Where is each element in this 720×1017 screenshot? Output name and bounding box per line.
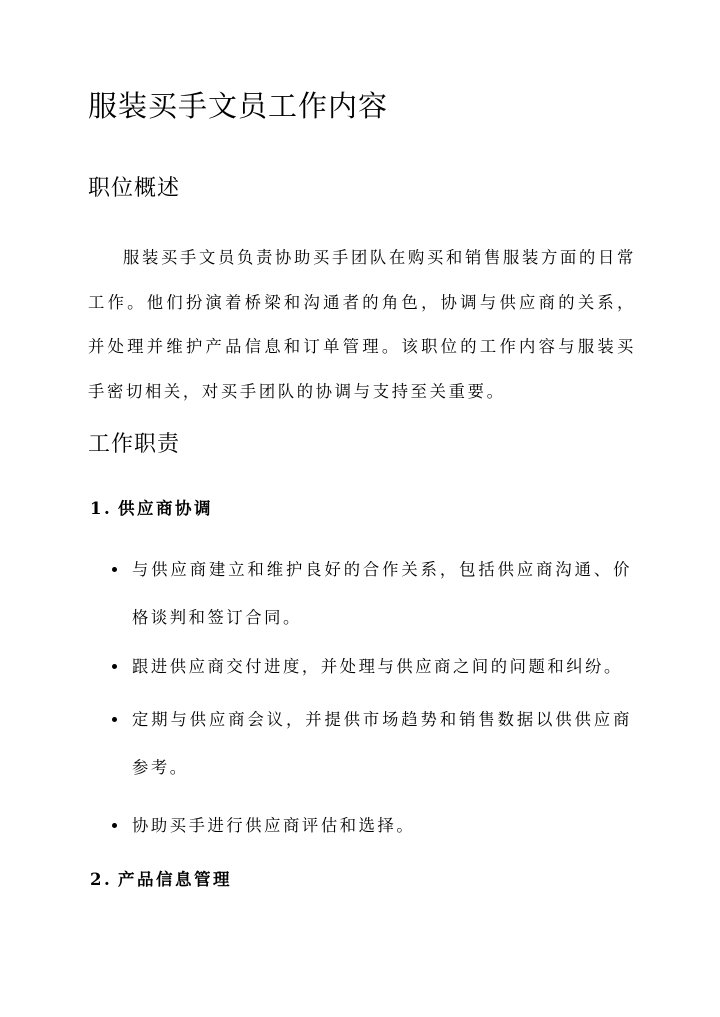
list-item: [112, 696, 632, 792]
bullet-icon: [112, 717, 117, 722]
list-item-text: 与供应商建立和维护良好的合作关系，包括供应商沟通、价格谈判和签订合同。: [132, 560, 632, 627]
bullet-icon: [112, 567, 117, 572]
list-item-text: 跟进供应商交付进度，并处理与供应商之间的问题和纠纷。: [132, 657, 623, 676]
overview-heading: 职位概述: [88, 176, 181, 201]
section-title: 供应商协调: [118, 499, 213, 518]
section-heading-supplier-coordination: [90, 497, 213, 521]
section-title: 产品信息管理: [118, 870, 232, 889]
list-item: [112, 643, 632, 691]
list-item-text: 定期与供应商会议，并提供市场趋势和销售数据以供供应商参考。: [132, 710, 632, 777]
page-title: 服装买手文员工作内容: [88, 89, 389, 123]
section-number: 1.: [90, 499, 113, 518]
list-item: [112, 802, 632, 850]
bullet-icon: [112, 823, 117, 828]
list-item-text: 协助买手进行供应商评估和选择。: [132, 816, 416, 835]
section-heading-product-info: [90, 868, 232, 892]
bullet-icon: [112, 664, 117, 669]
overview-paragraph: 服装买手文员负责协助买手团队在购买和销售服装方面的日常工作。他们扮演着桥梁和沟通者的角色，协调与供应商的关系，并处理并维护产品信息和订单管理。该职位的工作内容与服装买手密切相关，对买手团队的协调与支持至关重要。: [88, 248, 636, 401]
section-number: 2.: [90, 870, 113, 889]
duties-heading: 工作职责: [88, 432, 181, 457]
list-item: [112, 546, 632, 642]
